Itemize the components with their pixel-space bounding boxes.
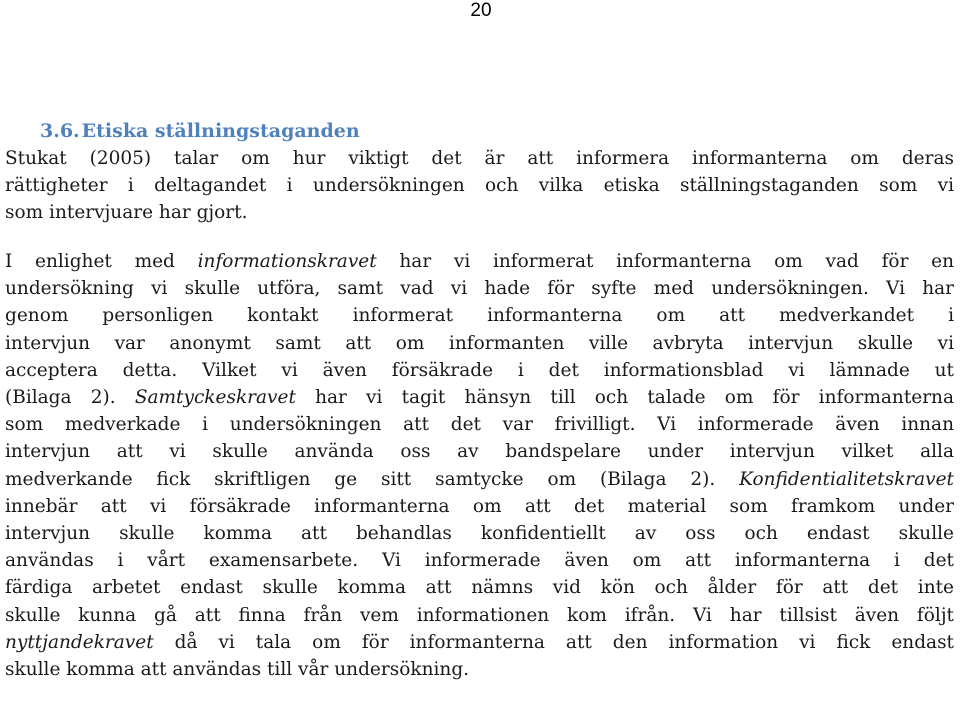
- paragraph-intro: [5, 145, 954, 227]
- text-segment: (Bilaga 2).: [5, 387, 135, 409]
- page-number: 20: [470, 0, 492, 21]
- text-line: [5, 384, 954, 411]
- text-segment: har vi tagit hänsyn till och talade om för informanterna: [295, 387, 954, 409]
- text-segment: då vi tala om för informanterna att den information vi fick endast: [153, 631, 954, 653]
- text-segment: har vi informerat informanterna om vad för en: [376, 251, 954, 272]
- text-segment: medverkande fick skriftligen ge sitt samtycke om (Bilaga 2).: [5, 468, 740, 490]
- text-line: [5, 248, 954, 275]
- text-line: färdiga arbetet endast skulle komma att nämns vid kön och ålder för att det inte: [5, 577, 954, 599]
- section-heading: [40, 118, 360, 144]
- text-line: som intervjuare har gjort.: [5, 202, 248, 224]
- text-line: innebär att vi försäkrade informanterna om att det material som framkom under: [5, 495, 954, 517]
- text-line: acceptera detta. Vilket vi även försäkrade i det informationsblad vi lämnade ut: [5, 359, 954, 381]
- text-line: intervjun att vi skulle använda oss av bandspelare under intervjun vilket alla: [5, 441, 954, 463]
- text-line: genom personligen kontakt informerat informanterna om att medverkandet i: [5, 305, 954, 327]
- paragraph-ethics-requirements: [5, 248, 954, 683]
- text-line: skulle komma att användas till vår undersökning.: [5, 659, 470, 681]
- text-line: Stukat (2005) talar om hur viktigt det är att informera informanterna om deras: [5, 148, 954, 169]
- text-line: användas i vårt examensarbete. Vi informerade även om att informanterna i det: [5, 550, 954, 572]
- text-line: intervjun var anonymt samt att om informanten ville avbryta intervjun skulle vi: [5, 332, 954, 354]
- section-title: Etiska ställningstaganden: [81, 120, 360, 142]
- term-nyttjandekravet: nyttjandekravet: [5, 631, 154, 653]
- term-konfidentialitetskravet: Konfidentialitetskravet: [739, 468, 954, 490]
- text-line: rättigheter i deltagandet i undersökningen och vilka etiska ställningstaganden som vi: [5, 175, 954, 197]
- term-samtyckeskravet: Samtyckeskravet: [134, 387, 296, 409]
- text-line: [5, 629, 954, 656]
- text-line: [5, 466, 954, 493]
- text-line: undersökning vi skulle utföra, samt vad vi hade för syfte med undersökningen. Vi har: [5, 278, 954, 300]
- section-number: 3.6.: [40, 120, 80, 142]
- text-line: som medverkade i undersökningen att det var frivilligt. Vi informerade även innan: [5, 414, 954, 436]
- term-informationskravet: informationskravet: [197, 251, 377, 272]
- text-segment: I enlighet med: [5, 251, 198, 272]
- text-line: intervjun skulle komma att behandlas konfidentiellt av oss och endast skulle: [5, 523, 954, 545]
- text-line: skulle kunna gå att finna från vem informationen kom ifrån. Vi har tillsist även följt: [5, 604, 954, 626]
